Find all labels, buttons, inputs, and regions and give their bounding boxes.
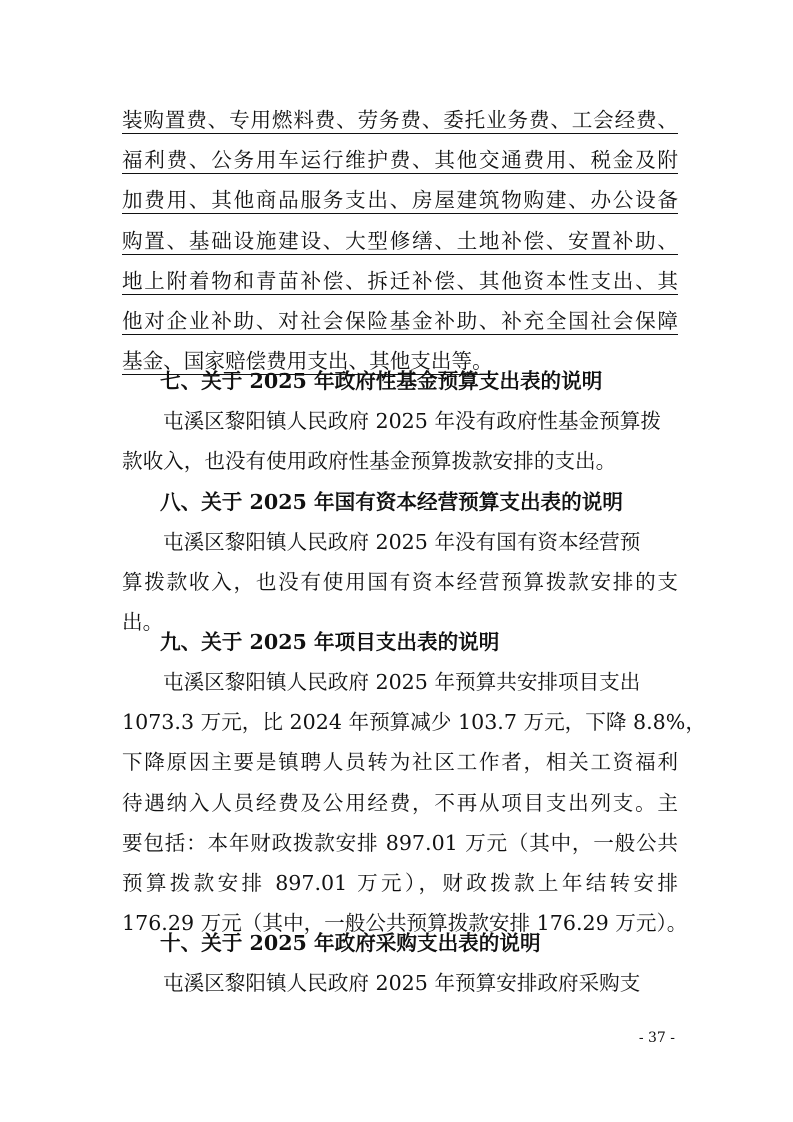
section-7-body [122,401,678,481]
paragraph-line: 下降原因主要是镇聘人员转为社区工作者，相关工资福利 [122,750,678,775]
paragraph-line: 算拨款收入，也没有使用国有资本经营预算拨款安排的支 [122,570,678,595]
paragraph-line: 屯溪区黎阳镇人民政府 2025 年预算共安排项目支出 [163,670,641,694]
paragraph-line: 1073.3 万元，比 2024 年预算减少 103.7 万元，下降 8.8%， [122,710,706,735]
section-7-heading: 七、关于 2025 年政府性基金预算支出表的说明 [160,369,603,393]
list-line: 加费用、其他商品服务支出、房屋建筑物购建、办公设备 [122,188,678,213]
paragraph-line: 要包括：本年财政拨款安排 897.01 万元（其中，一般公共 [122,830,678,855]
list-line: 购置、基础设施建设、大型修缮、土地补偿、安置补助、 [122,228,678,253]
paragraph-line: 屯溪区黎阳镇人民政府 2025 年预算安排政府采购支 [163,971,641,995]
list-line: 装购置费、专用燃料费、劳务费、委托业务费、工会经费、 [122,108,678,132]
page-number: - 37 - [638,1030,675,1046]
paragraph-line: 款收入，也没有使用政府性基金预算拨款安排的支出。 [122,449,617,474]
list-line-last: 基金、国家赔偿费用支出、其他支出等。 [122,349,493,374]
paragraph-line: 屯溪区黎阳镇人民政府 2025 年没有国有资本经营预 [163,530,641,554]
paragraph-line: 屯溪区黎阳镇人民政府 2025 年没有政府性基金预算拨 [163,409,661,433]
section-10-body [122,963,678,1003]
section-9-body [122,662,706,943]
expense-category-list [122,100,678,381]
paragraph-line: 176.29 万元（其中，一般公共预算拨款安排 176.29 万元）。 [122,911,688,936]
paragraph-line: 出。 [122,610,164,635]
list-line: 地上附着物和青苗补偿、拆迁补偿、其他资本性支出、其 [122,268,678,293]
section-9-heading: 九、关于 2025 年项目支出表的说明 [160,630,500,654]
list-line: 福利费、公务用车运行维护费、其他交通费用、税金及附 [122,148,678,173]
paragraph-line: 待遇纳入人员经费及公用经费，不再从项目支出列支。主 [122,790,678,815]
list-line: 他对企业补助、对社会保险基金补助、补充全国社会保障 [122,309,678,334]
section-8-heading: 八、关于 2025 年国有资本经营预算支出表的说明 [160,490,623,514]
paragraph-line: 预算拨款安排 897.01 万元），财政拨款上年结转安排 [122,871,678,896]
section-10-heading: 十、关于 2025 年政府采购支出表的说明 [160,931,541,955]
